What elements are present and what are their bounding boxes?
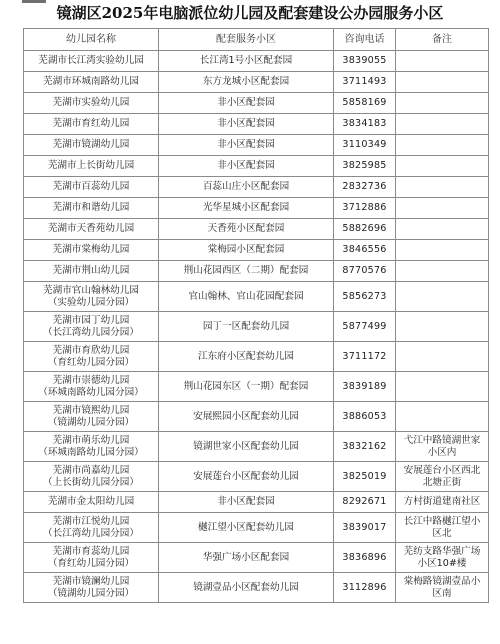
header-notes: 备注 <box>396 29 489 51</box>
notes-cell <box>396 402 489 432</box>
kindergarten-name-cell <box>24 51 159 72</box>
table-row <box>24 402 489 432</box>
notes-cell-line: 区北 <box>432 527 452 539</box>
service-area-cell <box>159 372 334 402</box>
notes-cell <box>396 93 489 114</box>
service-area-cell-line: 东方龙城小区配套园 <box>202 76 290 87</box>
kindergarten-name-cell <box>24 312 159 342</box>
notes-cell <box>396 513 489 543</box>
notes-cell-line: 区南 <box>432 587 452 599</box>
table-row <box>24 72 489 93</box>
service-area-cell <box>159 51 334 72</box>
notes-cell-line: 安展莲台小区西北 <box>403 464 481 476</box>
service-area-cell-line: 非小区配套园 <box>217 496 275 507</box>
header-phone: 咨询电话 <box>334 29 396 51</box>
notes-cell-line: 小区10#楼 <box>417 557 467 569</box>
table-row <box>24 114 489 135</box>
notes-cell-line: 弋江中路镜湖世家 <box>403 434 481 446</box>
kindergarten-name-cell-line: （长江湾幼儿园分园） <box>43 326 139 338</box>
service-area-cell <box>159 432 334 462</box>
table-row <box>24 219 489 240</box>
phone-cell: 3825019 <box>334 462 396 492</box>
table-header-row <box>24 29 489 51</box>
service-area-cell <box>159 72 334 93</box>
service-area-cell-line: 园丁一区配套幼儿园 <box>202 320 290 332</box>
kindergarten-name-cell-line: 芜湖市荆山幼儿园 <box>52 265 130 276</box>
phone-cell: 3711493 <box>334 72 396 93</box>
service-area-cell-line: 镜湖壹品小区配套幼儿园 <box>193 581 299 593</box>
notes-cell <box>396 72 489 93</box>
kindergarten-name-cell <box>24 72 159 93</box>
phone-cell: 5856273 <box>334 282 396 312</box>
notes-cell <box>396 312 489 342</box>
notes-cell-line: 北塘正街 <box>422 476 462 488</box>
service-area-cell <box>159 462 334 492</box>
service-area-cell <box>159 156 334 177</box>
kindergarten-name-cell-line: （上长街幼儿园分园） <box>43 476 139 488</box>
service-area-cell-line: 非小区配套园 <box>217 139 275 150</box>
notes-cell <box>396 573 489 603</box>
service-area-cell <box>159 312 334 342</box>
notes-cell <box>396 372 489 402</box>
phone-cell: 3839055 <box>334 51 396 72</box>
service-area-cell-line: 镜湖世家小区配套幼儿园 <box>193 440 299 452</box>
phone-cell: 8292671 <box>334 492 396 513</box>
kindergarten-name-cell-line: （育红幼儿园分园） <box>47 356 135 368</box>
kindergarten-name-cell-line: 芜湖市镜澜幼儿园 <box>52 575 130 587</box>
service-area-cell <box>159 282 334 312</box>
service-area-cell <box>159 492 334 513</box>
kindergarten-name-cell-line: （镜湖幼儿园分园） <box>47 587 135 599</box>
notes-cell <box>396 342 489 372</box>
phone-cell: 5858169 <box>334 93 396 114</box>
phone-cell: 3832162 <box>334 432 396 462</box>
kindergarten-name-cell <box>24 93 159 114</box>
service-area-cell-line: 江东府小区配套幼儿园 <box>198 350 294 362</box>
kindergarten-name-cell-line: （实验幼儿园分园） <box>47 296 135 308</box>
notes-cell-line: 小区内 <box>427 446 457 458</box>
kindergarten-name-cell-line: 芜湖市育蕊幼儿园 <box>52 545 130 557</box>
kindergarten-name-cell-line: （镜湖幼儿园分园） <box>47 416 135 428</box>
service-area-cell <box>159 342 334 372</box>
notes-cell <box>396 432 489 462</box>
table-row <box>24 372 489 402</box>
notes-cell <box>396 219 489 240</box>
notes-cell <box>396 51 489 72</box>
service-area-cell <box>159 573 334 603</box>
phone-cell: 3110349 <box>334 135 396 156</box>
notes-cell <box>396 135 489 156</box>
kindergarten-name-cell <box>24 240 159 261</box>
service-area-cell-line: 荆山花园东区（一期）配套园 <box>183 380 309 392</box>
service-area-table <box>23 28 489 603</box>
kindergarten-name-cell-line: （长江湾幼儿园分园） <box>43 527 139 539</box>
table-row <box>24 492 489 513</box>
table-row <box>24 198 489 219</box>
service-area-cell-line: 非小区配套园 <box>217 160 275 171</box>
kindergarten-name-cell <box>24 513 159 543</box>
notes-cell <box>396 261 489 282</box>
kindergarten-name-cell-line: （育红幼儿园分园） <box>47 557 135 569</box>
phone-cell: 3834183 <box>334 114 396 135</box>
kindergarten-name-cell-line: 芜湖市环城南路幼儿园 <box>43 76 139 87</box>
kindergarten-name-cell-line: 芜湖市萌乐幼儿园 <box>52 434 130 446</box>
kindergarten-name-cell <box>24 282 159 312</box>
header-service-area: 配套服务小区 <box>159 29 334 51</box>
service-area-cell-line: 樾江望小区配套幼儿园 <box>198 521 294 533</box>
phone-cell: 3886053 <box>334 402 396 432</box>
kindergarten-name-cell-line: 芜湖市上长街幼儿园 <box>47 160 135 171</box>
kindergarten-name-cell-line: 芜湖市金太阳幼儿园 <box>47 496 135 507</box>
kindergarten-name-cell <box>24 432 159 462</box>
phone-cell: 3839017 <box>334 513 396 543</box>
kindergarten-name-cell-line: 芜湖市尚嘉幼儿园 <box>52 464 130 476</box>
table-body <box>24 51 489 603</box>
service-area-cell <box>159 402 334 432</box>
table-row <box>24 240 489 261</box>
notes-cell <box>396 114 489 135</box>
service-area-cell-line: 光华星城小区配套园 <box>202 202 290 213</box>
table-row <box>24 342 489 372</box>
notes-cell <box>396 156 489 177</box>
phone-cell: 3836896 <box>334 543 396 573</box>
kindergarten-name-cell-line: 芜湖市育欣幼儿园 <box>52 344 130 356</box>
notes-cell <box>396 492 489 513</box>
phone-cell: 8770576 <box>334 261 396 282</box>
notes-cell <box>396 240 489 261</box>
notes-cell <box>396 198 489 219</box>
service-area-cell <box>159 513 334 543</box>
notes-cell-line: 棠梅路镜湖壹品小 <box>403 575 481 587</box>
kindergarten-name-cell <box>24 573 159 603</box>
kindergarten-name-cell <box>24 177 159 198</box>
phone-cell: 3112896 <box>334 573 396 603</box>
kindergarten-name-cell-line: 芜湖市崇德幼儿园 <box>52 374 130 386</box>
kindergarten-name-cell-line: 芜湖市天香苑幼儿园 <box>47 223 135 234</box>
kindergarten-name-cell <box>24 492 159 513</box>
service-area-cell-line: 非小区配套园 <box>217 97 275 108</box>
service-area-table-container <box>23 28 488 603</box>
table-row <box>24 93 489 114</box>
service-area-cell <box>159 114 334 135</box>
notes-cell-line: 方村街道建南社区 <box>403 496 481 507</box>
kindergarten-name-cell-line: 芜湖市镜熙幼儿园 <box>52 404 130 416</box>
kindergarten-name-cell <box>24 543 159 573</box>
kindergarten-name-cell <box>24 261 159 282</box>
kindergarten-name-cell <box>24 156 159 177</box>
table-row <box>24 261 489 282</box>
kindergarten-name-cell-line: 芜湖市长江湾实验幼儿园 <box>38 55 144 66</box>
notes-cell <box>396 462 489 492</box>
service-area-cell-line: 百蕊山庄小区配套园 <box>202 181 290 192</box>
notes-cell-line: 芜纺支路华强广场 <box>403 545 481 557</box>
service-area-cell-line: 安展莲台小区配套幼儿园 <box>193 470 299 482</box>
service-area-cell-line: 非小区配套园 <box>217 118 275 129</box>
service-area-cell-line: 官山翰林、官山花园配套园 <box>188 290 304 302</box>
kindergarten-name-cell <box>24 402 159 432</box>
phone-cell: 5882696 <box>334 219 396 240</box>
table-row <box>24 282 489 312</box>
kindergarten-name-cell-line: 芜湖市棠梅幼儿园 <box>52 244 130 255</box>
service-area-cell-line: 华强广场小区配套园 <box>202 551 290 563</box>
table-row <box>24 573 489 603</box>
table-row <box>24 177 489 198</box>
table-row <box>24 135 489 156</box>
service-area-cell-line: 长江湾1号小区配套园 <box>199 55 293 66</box>
page-title: 镜湖区2025年电脑派位幼儿园及配套建设公办园服务小区 <box>56 4 444 22</box>
kindergarten-name-cell-line: 芜湖市江悦幼儿园 <box>52 515 130 527</box>
service-area-cell <box>159 93 334 114</box>
kindergarten-name-cell-line: 芜湖市和谐幼儿园 <box>52 202 130 213</box>
kindergarten-name-cell <box>24 462 159 492</box>
service-area-cell <box>159 198 334 219</box>
header-kindergarten-name: 幼儿园名称 <box>24 29 159 51</box>
table-row <box>24 51 489 72</box>
service-area-cell-line: 棠梅园小区配套园 <box>207 244 285 255</box>
table-row <box>24 312 489 342</box>
notes-cell-line: 长江中路樾江望小 <box>403 515 481 527</box>
notes-cell <box>396 177 489 198</box>
phone-cell: 3839189 <box>334 372 396 402</box>
kindergarten-name-cell-line: （环城南路幼儿园分园） <box>38 386 144 398</box>
kindergarten-name-cell <box>24 135 159 156</box>
service-area-cell <box>159 177 334 198</box>
phone-cell: 2832736 <box>334 177 396 198</box>
kindergarten-name-cell-line: 芜湖市实验幼儿园 <box>52 97 130 108</box>
phone-cell: 3712886 <box>334 198 396 219</box>
kindergarten-name-cell <box>24 114 159 135</box>
notes-cell <box>396 543 489 573</box>
service-area-cell <box>159 261 334 282</box>
phone-cell: 3846556 <box>334 240 396 261</box>
phone-cell: 3825985 <box>334 156 396 177</box>
phone-cell: 5877499 <box>334 312 396 342</box>
kindergarten-name-cell <box>24 342 159 372</box>
service-area-cell <box>159 219 334 240</box>
kindergarten-name-cell-line: 芜湖市百蕊幼儿园 <box>52 181 130 192</box>
table-row <box>24 156 489 177</box>
notes-cell <box>396 282 489 312</box>
kindergarten-name-cell-line: 芜湖市镜湖幼儿园 <box>52 139 130 150</box>
service-area-cell-line: 天香苑小区配套园 <box>207 223 285 234</box>
kindergarten-name-cell <box>24 198 159 219</box>
kindergarten-name-cell <box>24 372 159 402</box>
phone-cell: 3711172 <box>334 342 396 372</box>
kindergarten-name-cell <box>24 219 159 240</box>
service-area-cell <box>159 135 334 156</box>
kindergarten-name-cell-line: （环城南路幼儿园分园） <box>38 446 144 458</box>
service-area-cell <box>159 240 334 261</box>
service-area-cell-line: 荆山花园西区（二期）配套园 <box>183 265 309 276</box>
service-area-cell <box>159 543 334 573</box>
kindergarten-name-cell-line: 芜湖市育红幼儿园 <box>52 118 130 129</box>
table-row <box>24 432 489 462</box>
service-area-cell-line: 安展熙园小区配套幼儿园 <box>193 410 299 422</box>
kindergarten-name-cell-line: 芜湖市园丁幼儿园 <box>52 314 130 326</box>
kindergarten-name-cell-line: 芜湖市官山翰林幼儿园 <box>43 284 139 296</box>
table-row <box>24 543 489 573</box>
table-row <box>24 513 489 543</box>
table-row <box>24 462 489 492</box>
